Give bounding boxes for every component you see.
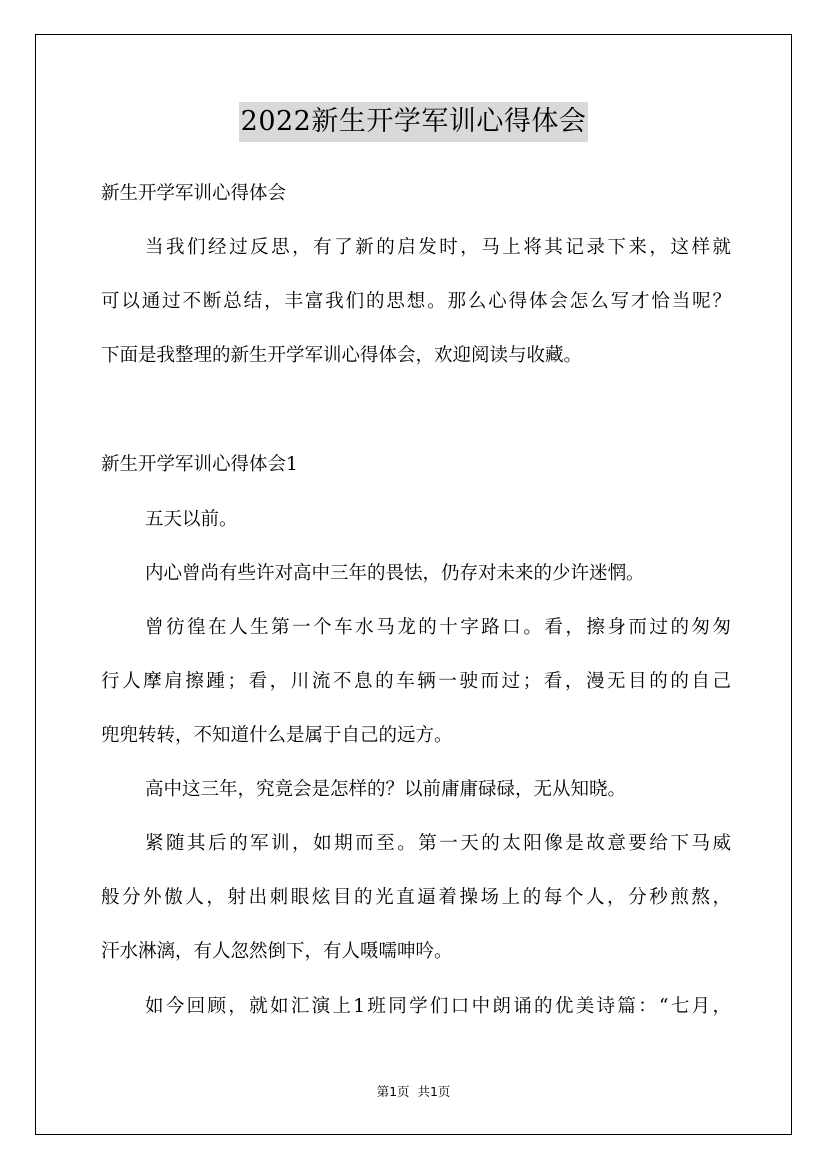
paragraph-line: 内心曾尚有些许对高中三年的畏怯，仍存对未来的少许迷惘。: [145, 563, 645, 584]
page-number: 第1页: [376, 1084, 410, 1099]
document-heading: 新生开学军训心得体会: [101, 183, 287, 204]
paragraph-line: 五天以前。: [145, 509, 238, 530]
intro-line-1: 当我们经过反思，有了新的启发时，马上将其记录下来，这样就: [145, 237, 731, 258]
paragraph-line: 行人摩肩擦踵；看，川流不息的车辆一驶而过；看，漫无目的的自己: [101, 671, 731, 692]
paragraph-line: 汗水淋漓，有人忽然倒下，有人嗫嚅呻吟。: [101, 941, 453, 962]
paragraph-line: 高中这三年，究竟会是怎样的？以前庸庸碌碌，无从知晓。: [145, 779, 627, 800]
document-title: 2022新生开学军训心得体会: [239, 102, 589, 142]
paragraph-line: 兜兜转转，不知道什么是属于自己的远方。: [101, 725, 453, 746]
page-footer: [0, 1084, 827, 1100]
intro-line-3: 下面是我整理的新生开学军训心得体会，欢迎阅读与收藏。: [101, 345, 583, 366]
paragraph-line: 如今回顾，就如汇演上1班同学们口中朗诵的优美诗篇：“七月，: [145, 996, 731, 1017]
intro-line-2: 可以通过不断总结，丰富我们的思想。那么心得体会怎么写才恰当呢？: [101, 291, 731, 312]
paragraph-line: 般分外傲人，射出刺眼炫目的光直逼着操场上的每个人，分秒煎熬，: [101, 887, 731, 908]
title-container: [0, 102, 827, 142]
section-heading: 新生开学军训心得体会1: [101, 454, 298, 475]
paragraph-line: 曾彷徨在人生第一个车水马龙的十字路口。看，擦身而过的匆匆: [145, 617, 731, 638]
page-total: 共1页: [417, 1084, 451, 1099]
paragraph-line: 紧随其后的军训，如期而至。第一天的太阳像是故意要给下马威: [145, 833, 731, 854]
